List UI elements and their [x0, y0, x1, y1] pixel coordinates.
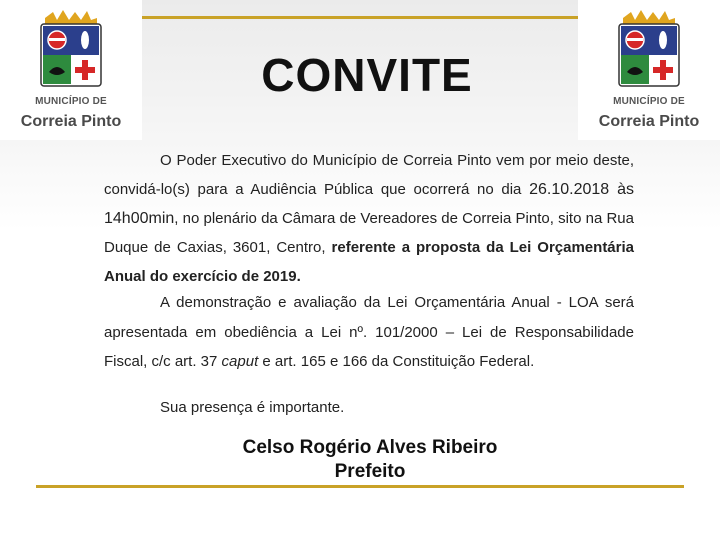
legal-basis-paragraph	[104, 288, 634, 377]
municipality-label: MUNICÍPIO DE	[35, 96, 107, 107]
legal-basis-end: e art. 165 e 166 da Constituição Federal.	[258, 353, 535, 370]
page-title: CONVITE	[261, 49, 473, 101]
invitation-location: , no plenário da Câmara de Vereadores de Correia Pinto, sito na Rua Duque de Caxias, 3601, Centro,	[104, 210, 634, 256]
event-datetime: 26.10.2018 às 14h00min	[104, 181, 634, 227]
signatory-role: Prefeito	[334, 461, 406, 482]
top-divider	[142, 16, 578, 19]
signatory-name: Celso Rogério Alves Ribeiro	[242, 437, 498, 458]
invitation-text: O Poder Executivo do Município de Correia Pinto vem por meio deste, convidá-lo(s) para a Audiência Pública que ocorrerá no dia	[104, 152, 634, 198]
municipality-name: Correia Pinto	[20, 113, 122, 130]
legal-basis-text: A demonstração e avaliação da Lei Orçamentária Anual - LOA será apresentada em obediência a Lei nº. 101/2000 – Lei de Responsabilidade Fiscal, c/c art. 37	[104, 294, 634, 370]
closing-remark: Sua presença é importante.	[160, 399, 345, 416]
municipality-name: Correia Pinto	[598, 113, 700, 130]
invitation-subject: referente a proposta da Lei Orçamentária Anual do exercício de 2019.	[104, 239, 634, 285]
invitation-paragraph	[104, 146, 634, 291]
caput-term: caput	[221, 353, 259, 370]
bottom-divider	[36, 485, 684, 488]
municipality-label: MUNICÍPIO DE	[613, 96, 685, 107]
